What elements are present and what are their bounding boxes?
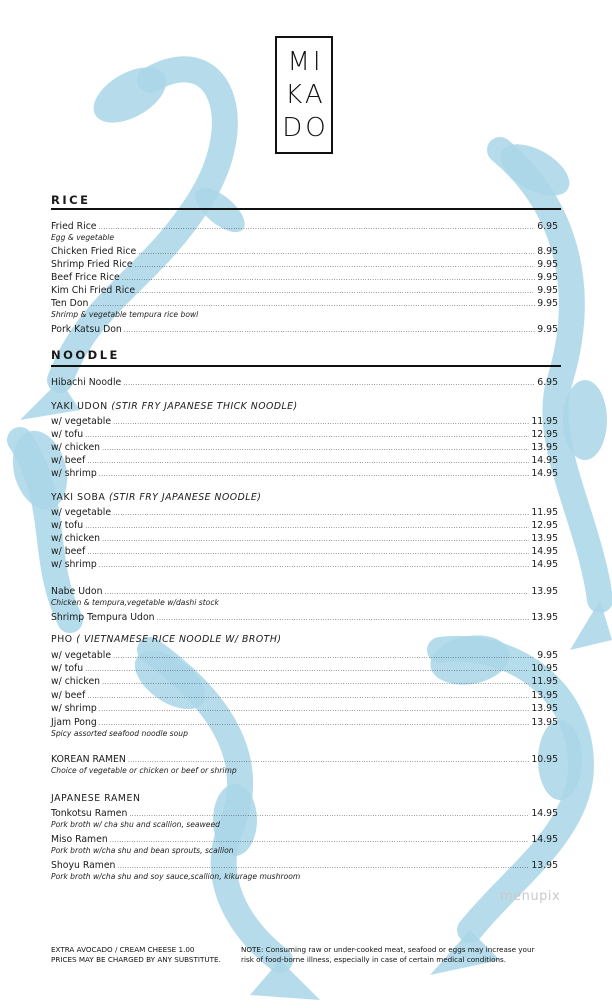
menu-item — [51, 270, 558, 283]
footer-left-note: EXTRA AVOCADO / CREAM CHEESE 1.00 PRICES MAY BE CHARGED BY ANY SUBSTITUTE. — [51, 945, 221, 964]
section-title: RICE — [51, 193, 91, 207]
item-price: 11.95 — [531, 676, 558, 687]
dot-leader — [135, 261, 536, 270]
item-name: Shoyu Ramen — [51, 860, 116, 871]
dot-leader — [129, 810, 529, 819]
menu-item — [51, 518, 558, 531]
item-price: 9.95 — [537, 285, 558, 296]
item-description: Pork broth w/cha shu and soy sauce,scallion, kikurage mushroom — [51, 872, 301, 881]
dot-leader — [102, 444, 529, 453]
item-price: 13.95 — [531, 717, 558, 728]
dot-leader — [123, 379, 535, 388]
menu-item — [51, 858, 558, 871]
section-noodle — [51, 348, 561, 362]
dot-leader — [128, 756, 530, 765]
menu-item — [51, 752, 558, 765]
menu-item — [51, 440, 558, 453]
item-name: w/ chicken — [51, 442, 101, 453]
item-name: w/ vegetable — [51, 507, 112, 518]
menu-item — [51, 414, 558, 427]
item-price: 10.95 — [531, 754, 558, 765]
menu-item — [51, 244, 558, 257]
item-price: 9.95 — [537, 650, 558, 661]
dot-leader — [105, 588, 530, 597]
item-name: w/ beef — [51, 546, 86, 557]
item-name: Tonkotsu Ramen — [51, 808, 128, 819]
dot-leader — [157, 614, 530, 623]
menu-item — [51, 257, 558, 270]
item-price: 9.95 — [537, 272, 558, 283]
item-price: 14.95 — [531, 808, 558, 819]
item-description: Shrimp & vegetable tempura rice bowl — [51, 310, 199, 319]
menu-item — [51, 453, 558, 466]
logo-line: DO — [282, 112, 329, 143]
item-description: Egg & vegetable — [51, 233, 115, 242]
dot-leader — [87, 457, 529, 466]
item-price: 6.95 — [537, 377, 558, 388]
item-price: 10.95 — [531, 663, 558, 674]
dot-leader — [99, 705, 530, 714]
dot-leader — [124, 326, 535, 335]
item-price: 9.95 — [537, 298, 558, 309]
dot-leader — [113, 652, 535, 661]
menu-item — [51, 806, 558, 819]
item-price: 8.95 — [537, 246, 558, 257]
item-name: w/ tofu — [51, 663, 84, 674]
item-price: 14.95 — [531, 468, 558, 479]
mikado-logo — [275, 36, 333, 154]
menu-item — [51, 544, 558, 557]
watermark: menupix — [500, 889, 561, 904]
menu-item — [51, 466, 558, 479]
menu-item — [51, 557, 558, 570]
item-price: 6.95 — [537, 221, 558, 232]
dot-leader — [87, 692, 529, 701]
item-name: Nabe Udon — [51, 586, 103, 597]
subsection-name: YAKI UDON — [51, 401, 108, 412]
item-name: w/ beef — [51, 455, 86, 466]
dot-leader — [122, 274, 536, 283]
subsection-title-pho — [51, 634, 281, 645]
dot-leader — [99, 223, 536, 232]
section-title: NOODLE — [51, 348, 120, 362]
item-name: w/ shrimp — [51, 703, 97, 714]
item-name: w/ tofu — [51, 520, 84, 531]
item-name: w/ shrimp — [51, 559, 97, 570]
menu-item — [51, 296, 558, 309]
footer-right-note: NOTE: Consuming raw or under-cooked meat, seafood or eggs may increase your risk of food-borne illness, especially in case of certain medical conditions. — [241, 945, 535, 964]
item-description: Choice of vegetable or chicken or beef or shrimp — [51, 766, 237, 775]
logo-line: MI — [287, 46, 324, 77]
dot-leader — [113, 418, 529, 427]
item-name: Miso Ramen — [51, 834, 108, 845]
menu-item — [51, 674, 558, 687]
section-divider — [51, 365, 561, 367]
item-name: Kim Chi Fried Rice — [51, 285, 136, 296]
item-price: 13.95 — [531, 612, 558, 623]
item-name: KOREAN RAMEN — [51, 754, 126, 765]
dot-leader — [138, 248, 535, 257]
item-description: Chicken & tempura,vegetable w/dashi stock — [51, 598, 219, 607]
menu-item — [51, 701, 558, 714]
item-name: Pork Katsu Don — [51, 324, 122, 335]
item-price: 13.95 — [531, 586, 558, 597]
item-name: w/ chicken — [51, 676, 101, 687]
section-rice — [51, 193, 561, 207]
item-name: Ten Don — [51, 298, 89, 309]
menu-item — [51, 219, 558, 232]
subsection-title-yaki-soba — [51, 492, 261, 503]
menu-item — [51, 688, 558, 701]
item-name: w/ vegetable — [51, 416, 112, 427]
item-price: 11.95 — [531, 416, 558, 427]
item-price: 14.95 — [531, 559, 558, 570]
item-price: 13.95 — [531, 860, 558, 871]
menu-item — [51, 610, 558, 623]
item-description: Spicy assorted seafood noodle soup — [51, 729, 188, 738]
subsection-name: PHO — [51, 634, 73, 645]
menu-item — [51, 427, 558, 440]
subsection-name: JAPANESE RAMEN — [51, 793, 141, 804]
subsection-subtitle: ( VIETNAMESE RICE NOODLE W/ BROTH) — [76, 634, 282, 645]
item-price: 13.95 — [531, 442, 558, 453]
menu-item — [51, 661, 558, 674]
item-name: w/ chicken — [51, 533, 101, 544]
dot-leader — [99, 719, 530, 728]
subsection-title-japanese-ramen — [51, 793, 141, 804]
dot-leader — [99, 561, 530, 570]
subsection-subtitle: (STIR FRY JAPANESE NOODLE) — [109, 492, 262, 503]
dot-leader — [117, 862, 529, 871]
item-name: w/ shrimp — [51, 468, 97, 479]
dot-leader — [85, 522, 529, 531]
item-price: 12.95 — [531, 429, 558, 440]
item-price: 13.95 — [531, 703, 558, 714]
dot-leader — [87, 548, 529, 557]
item-description: Pork broth w/cha shu and bean sprouts, scallion — [51, 846, 234, 855]
dot-leader — [90, 300, 535, 309]
dot-leader — [137, 287, 535, 296]
dot-leader — [102, 535, 529, 544]
item-name: Jjam Pong — [51, 717, 97, 728]
item-name: w/ vegetable — [51, 650, 112, 661]
dot-leader — [110, 836, 530, 845]
menu-item — [51, 584, 558, 597]
dot-leader — [113, 509, 529, 518]
dot-leader — [102, 678, 529, 687]
item-price: 14.95 — [531, 546, 558, 557]
item-name: Beef Frice Rice — [51, 272, 120, 283]
menu-item — [51, 648, 558, 661]
item-name: w/ tofu — [51, 429, 84, 440]
menu-item — [51, 531, 558, 544]
item-name: Fried Rice — [51, 221, 97, 232]
item-name: Hibachi Noodle — [51, 377, 122, 388]
menu-item — [51, 322, 558, 335]
dot-leader — [99, 470, 530, 479]
subsection-title-yaki-udon — [51, 401, 298, 412]
item-price: 13.95 — [531, 690, 558, 701]
item-price: 9.95 — [537, 259, 558, 270]
item-price: 11.95 — [531, 507, 558, 518]
item-price: 9.95 — [537, 324, 558, 335]
menu-item — [51, 832, 558, 845]
item-name: Chicken Fried Rice — [51, 246, 137, 257]
item-name: w/ beef — [51, 690, 86, 701]
item-price: 13.95 — [531, 533, 558, 544]
subsection-name: YAKI SOBA — [51, 492, 106, 503]
section-divider — [51, 208, 561, 210]
dot-leader — [85, 431, 529, 440]
menu-item — [51, 715, 558, 728]
subsection-subtitle: (STIR FRY JAPANESE THICK NOODLE) — [111, 401, 298, 412]
dot-leader — [85, 665, 529, 674]
item-name: Shrimp Fried Rice — [51, 259, 133, 270]
logo-line: KA — [285, 79, 326, 110]
item-description: Pork broth w/ cha shu and scallion, seaweed — [51, 820, 220, 829]
item-price: 12.95 — [531, 520, 558, 531]
menu-item — [51, 283, 558, 296]
item-price: 14.95 — [531, 455, 558, 466]
item-name: Shrimp Tempura Udon — [51, 612, 155, 623]
item-price: 14.95 — [531, 834, 558, 845]
menu-item — [51, 375, 558, 388]
menu-item — [51, 505, 558, 518]
